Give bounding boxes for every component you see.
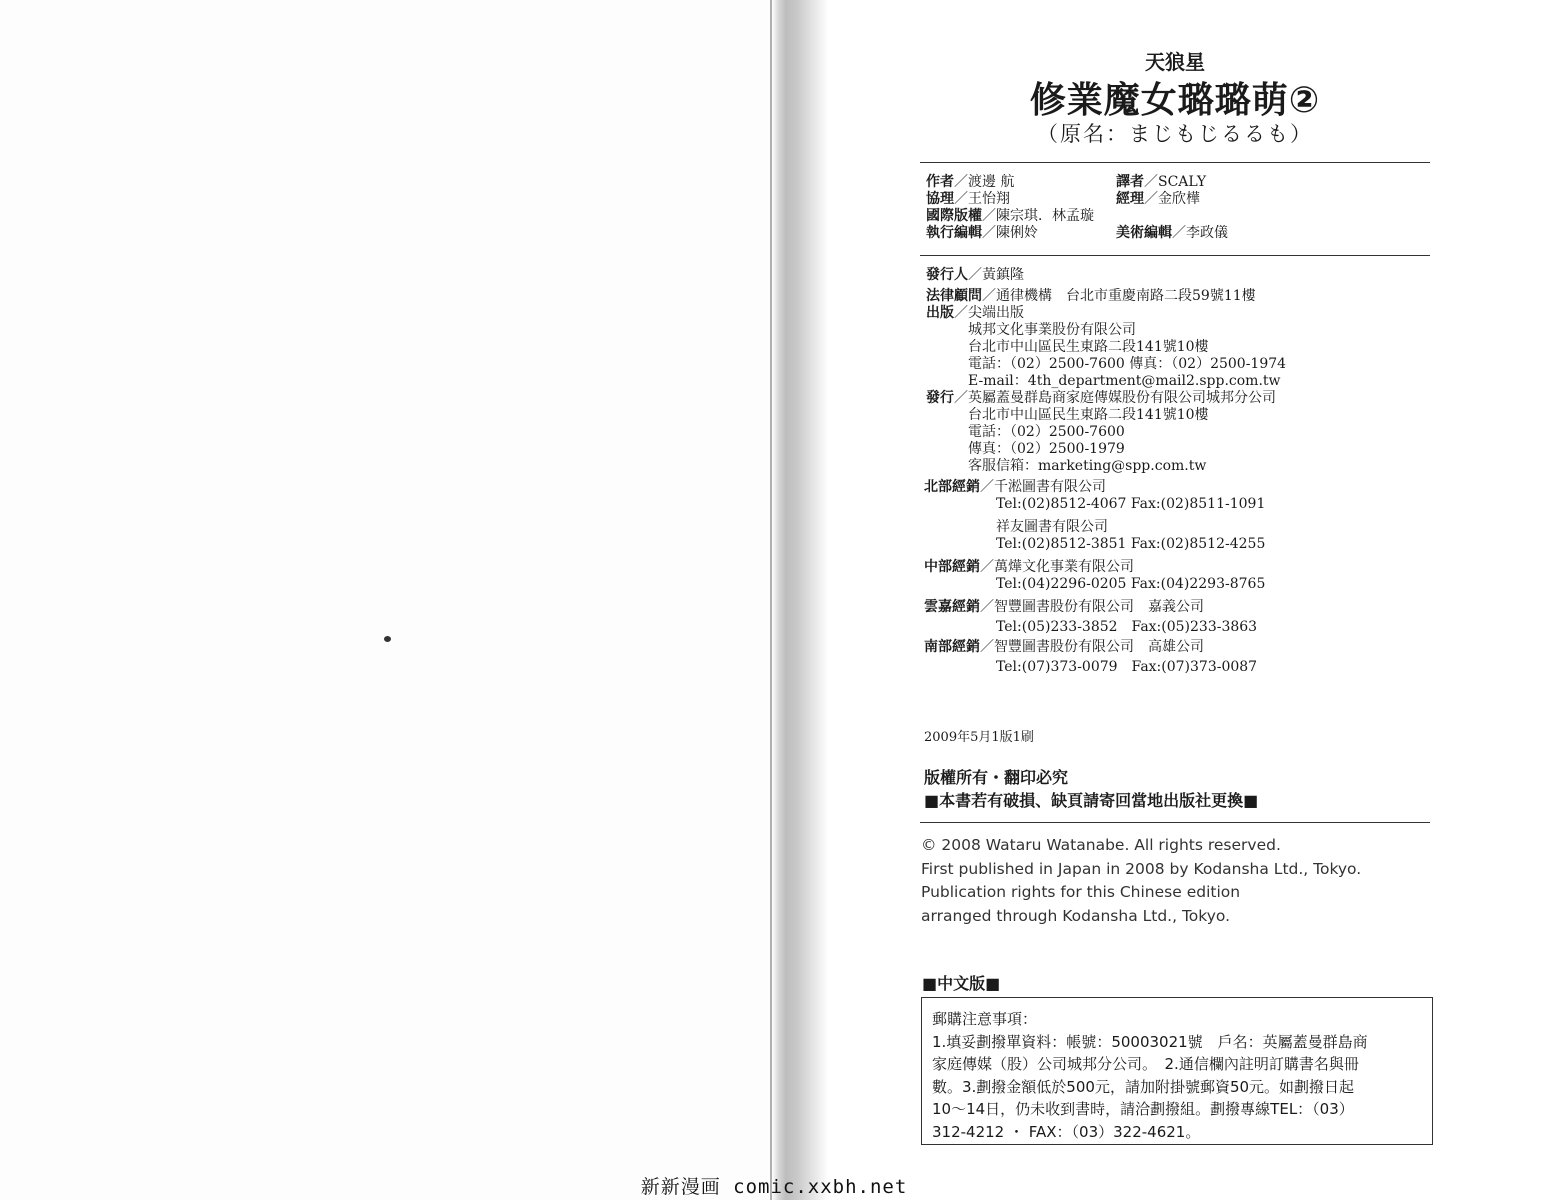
distributor-central: 中部經銷／萬燁文化事業有限公司 — [924, 559, 1134, 575]
book-gutter-shadow — [772, 0, 828, 1200]
divider-rights — [920, 822, 1430, 823]
copyright-line-1: © 2008 Wataru Watanabe. All rights reserved. — [921, 836, 1281, 854]
copyright-line-4: arranged through Kodansha Ltd., Tokyo. — [921, 906, 1231, 925]
mail-order-line-5: 312-4212 ・ FAX：（03）322-4621。 — [932, 1122, 1201, 1141]
credit-international-rights: 國際版權／陳宗琪．林孟璇 — [926, 208, 1094, 224]
print-date: 2009年5月1版1刷 — [924, 730, 1034, 745]
distribution-line: 發行／英屬蓋曼群島商家庭傳媒股份有限公司城邦分公司 — [926, 390, 1276, 406]
distributor-chiayi-tel: Tel:(05)233-3852 Fax:(05)233-3863 — [996, 619, 1258, 635]
copyright-line-2: First published in Japan in 2008 by Kodansha Ltd., Tokyo. — [921, 859, 1362, 878]
rights-reserved: 版權所有・翻印必究 — [924, 768, 1069, 787]
distributor-north-tel-2: Tel:(02)8512-3851 Fax:(02)8512-4255 — [996, 536, 1266, 552]
publisher-line: 出版／尖端出版 — [926, 305, 1024, 321]
divider-top — [920, 162, 1430, 163]
credit-translator: 譯者／SCALY — [1116, 174, 1207, 190]
distribution-phone: 電話：（02）2500-7600 — [968, 424, 1125, 440]
mail-order-title: 郵購注意事項： — [932, 1010, 1038, 1028]
mail-order-line-3: 數。3.劃撥金額低於500元，請加附掛號郵資50元。如劃撥日起 — [932, 1077, 1355, 1096]
mail-order-line-2: 家庭傳媒（股）公司城邦分公司。 2.通信欄內註明訂購書名與冊 — [932, 1055, 1359, 1073]
publisher-email: E-mail：4th_department@mail2.spp.com.tw — [968, 373, 1281, 389]
credit-author: 作者／渡邊 航 — [926, 174, 1015, 190]
issuer-line: 發行人／黃鎮隆 — [926, 267, 1024, 283]
credit-executive-editor: 執行編輯／陳俐姈 — [926, 225, 1038, 241]
site-watermark: 新新漫画 comic.xxbh.net — [640, 1176, 908, 1198]
divider-credits — [920, 255, 1430, 256]
distribution-address: 台北市中山區民生東路二段141號10樓 — [968, 407, 1209, 423]
copyright-line-3: Publication rights for this Chinese edition — [921, 883, 1241, 901]
english-copyright — [921, 834, 1361, 928]
rights-notice — [924, 766, 1258, 812]
mail-order-box — [921, 997, 1433, 1145]
distributor-chiayi: 雲嘉經銷／智豐圖書股份有限公司 嘉義公司 — [924, 599, 1204, 615]
distributor-north: 北部經銷／千淞圖書有限公司 — [924, 479, 1106, 495]
original-title: （原名：まじもじるるも） — [1037, 122, 1313, 146]
mail-order-line-1: 1.填妥劃撥單資料：帳號：50003021號 戶名：英屬蓋曼群島商 — [932, 1032, 1368, 1051]
distribution-fax: 傳真：（02）2500-1979 — [968, 441, 1125, 457]
legal-line: 法律顧問／通律機構 台北市重慶南路二段59號11樓 — [926, 288, 1256, 304]
mail-order-line-4: 10～14日，仍未收到書時，請洽劃撥組。劃撥專線TEL：（03） — [932, 1100, 1354, 1118]
distributor-north-company-2: 祥友圖書有限公司 — [996, 519, 1108, 535]
series-name: 天狼星 — [1145, 50, 1205, 74]
chinese-edition-label: ■中文版■ — [922, 974, 1001, 993]
distributor-south: 南部經銷／智豐圖書股份有限公司 高雄公司 — [924, 639, 1204, 655]
publisher-phone: 電話：（02）2500-7600 傳真：（02）2500-1974 — [968, 356, 1287, 372]
book-title: 修業魔女璐璐萌② — [1029, 80, 1321, 121]
credit-manager: 經理／金欣樺 — [1116, 191, 1200, 207]
credit-assistant-manager: 協理／王怡翔 — [926, 191, 1010, 207]
credit-art-editor: 美術編輯／李政儀 — [1116, 225, 1228, 241]
distributor-central-tel: Tel:(04)2296-0205 Fax:(04)2293-8765 — [996, 576, 1266, 592]
publisher-company: 城邦文化事業股份有限公司 — [968, 322, 1136, 338]
publisher-address: 台北市中山區民生東路二段141號10樓 — [968, 339, 1209, 355]
damage-return-notice: ■本書若有破損、缺頁請寄回當地出版社更換■ — [924, 791, 1259, 810]
distribution-service-email: 客服信箱：marketing@spp.com.tw — [968, 458, 1207, 474]
distributor-south-tel: Tel:(07)373-0079 Fax:(07)373-0087 — [996, 659, 1258, 675]
ink-speck — [384, 636, 391, 642]
distributor-north-tel-1: Tel:(02)8512-4067 Fax:(02)8511-1091 — [996, 496, 1266, 512]
